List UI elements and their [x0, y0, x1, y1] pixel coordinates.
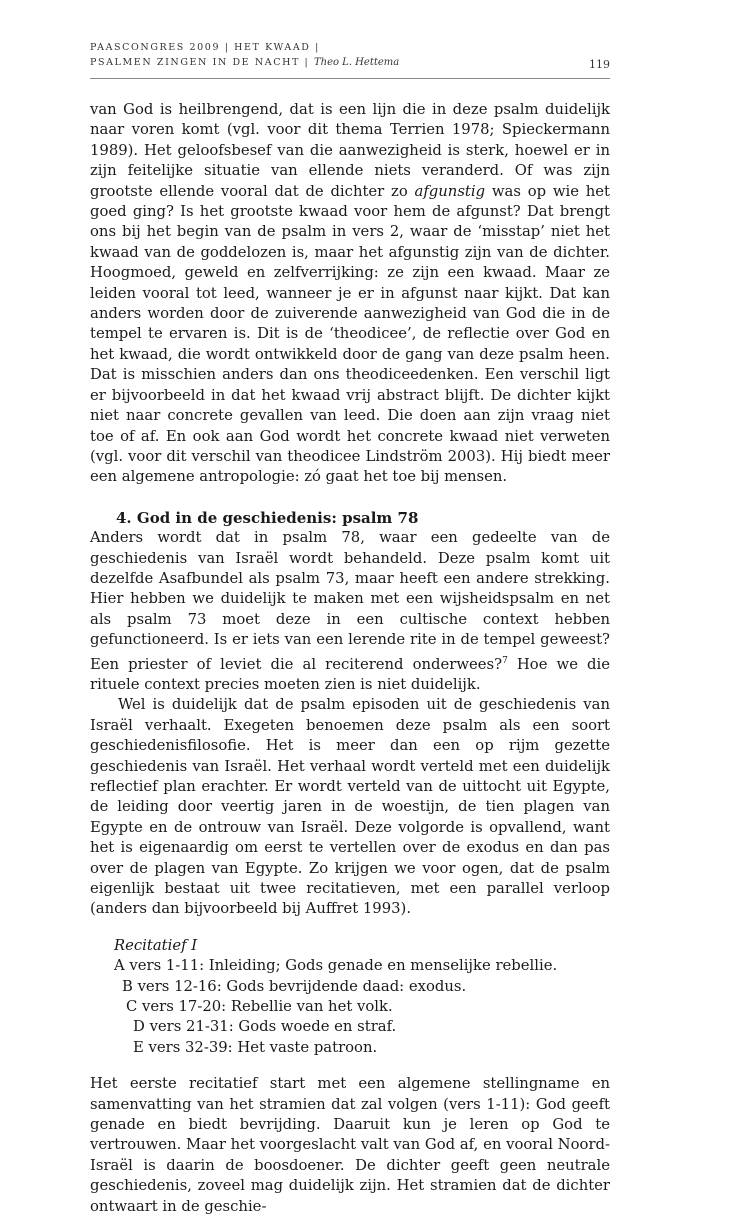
footnote-marker[interactable]: 7: [502, 655, 508, 666]
scheme-item-a: A vers 1-11: Inleiding; Gods genade en menselijke rebellie.: [114, 957, 558, 975]
paragraph-2-part-b: Hoe we die rituele context precies moeten zien is niet duidelijk.: [90, 655, 610, 693]
header-rule: [90, 78, 610, 79]
paragraph-3: Wel is duidelijk dat de psalm episoden uit de geschiedenis van Israël verhaalt. Exegeten benoemen deze psalm als een soort geschiedenisfilosofie. Het is meer dan een op rijm gezette geschiedenis van Israël. Het verhaal wordt verteld met een duidelijk reflectief plan erachter. Er wordt verteld van de uittocht uit Egypte, de leiding door veertig jaren in de woestijn, de tien plagen van Egypte en de ontrouw van Israël. Deze volgorde is opvallend, want het is eigenaardig om eerst te vertellen over de exodus en dan pas over de plagen van Egypte. Zo krijgen we voor ogen, dat de psalm eigenlijk bestaat uit twee recitatieven, met een parallel verloop (anders dan bijvoorbeeld bij Auffret 1993).: [90, 696, 610, 918]
paragraph-1: [90, 100, 610, 488]
running-head: [90, 40, 610, 70]
scheme-item-b: B vers 12-16: Gods bevrijdende daad: exodus.: [122, 977, 467, 995]
scheme-item-e: E vers 32-39: Het vaste patroon.: [133, 1038, 378, 1056]
running-head-line2: [90, 55, 610, 70]
scheme-title: Recitatief I: [114, 936, 198, 954]
paragraph-4: Het eerste recitatief start met een algemene stellingname en samenvatting van het stramien dat zal volgen (vers 1-11): God geeft genade en biedt bevrijding. Daaruit kun je leren op God te vertrouwen. Maar het voorgeslacht valt van God af, en vooral Noord-Israël is daarin de boosdoener. De dichter geeft geen neutrale geschiedenis, zoveel mag duidelijk zijn. Het stramien dat de dichter ontwaart in de geschie-: [90, 1075, 610, 1215]
scheme-item-d: D vers 21-31: Gods woede en straf.: [133, 1018, 397, 1036]
running-head-line1: PAASCONGRES 2009 | HET KWAAD |: [90, 42, 320, 53]
paragraph-2-part-a: Anders wordt dat in psalm 78, waar een gedeelte van de geschiedenis van Israël wordt behandeld. Deze psalm komt uit dezelfde Asafbundel als psalm 73, maar heeft een andere strekking. Hier hebben we duidelijk te maken met een wijsheidspsalm en net als psalm 73 moet deze in een cultische context hebben gefunctioneerd. Is er iets van een lerende rite in de tempel geweest? Een priester of leviet die al reciterend onderwees?: [90, 529, 610, 673]
paragraph-1-part-a: van God is heilbrengend, dat is een lijn die in deze psalm duidelijk naar voren komt (vgl. voor dit thema Terrien 1978; Spieckermann 1989). Het geloofsbesef van die aanwezigheid is sterk, hoewel er in zijn feitelijke situatie van ellende niets veranderd. Of was zijn grootste ellende vooral dat de dichter zo: [90, 101, 610, 200]
paragraph-2: [90, 528, 610, 695]
page-number: 119: [589, 58, 610, 71]
recitatief-scheme: [114, 936, 610, 1058]
paragraph-1-part-b: was op wie het goed ging? Is het grootste kwaad voor hem de afgunst? Dat brengt ons bij het begin van de psalm in vers 2, waar de ‘misstap’ niet het kwaad van de goddelozen is, maar het afgunstig zijn van de dichter. Hoogmoed, geweld en zelfverrijking: ze zijn een kwaad. Maar ze leiden vooral tot leed, wanneer je er in afgunst naar kijkt. Dat kan anders worden door de zuiverende aanwezigheid van God die in de tempel te ervaren is. Dit is de ‘theodicee’, de reflectie over God en het kwaad, die wordt ontwikkeld door de gang van deze psalm heen. Dat is misschien anders dan ons theodiceedenken. Een verschil ligt er bijvoorbeeld in dat het kwaad vrij abstract blijft. De dichter kijkt niet naar concrete gevallen van leed. Die doen aan zijn vraag niet toe of af. En ook aan God wordt het concrete kwaad niet verweten (vgl. voor dit verschil van theodicee Lindström 2003). Hij biedt meer een algemene antropologie: zó gaat het toe bij mensen.: [90, 182, 610, 486]
emphasis-afgunstig: afgunstig: [414, 182, 486, 200]
running-head-author: Theo L. Hettema: [313, 57, 400, 68]
section-heading: 4. God in de geschiedenis: psalm 78: [116, 508, 419, 527]
running-head-title: PSALMEN ZINGEN IN DE NACHT |: [90, 57, 314, 68]
scheme-item-c: C vers 17-20: Rebellie van het volk.: [126, 997, 393, 1015]
main-text: [90, 100, 610, 1217]
